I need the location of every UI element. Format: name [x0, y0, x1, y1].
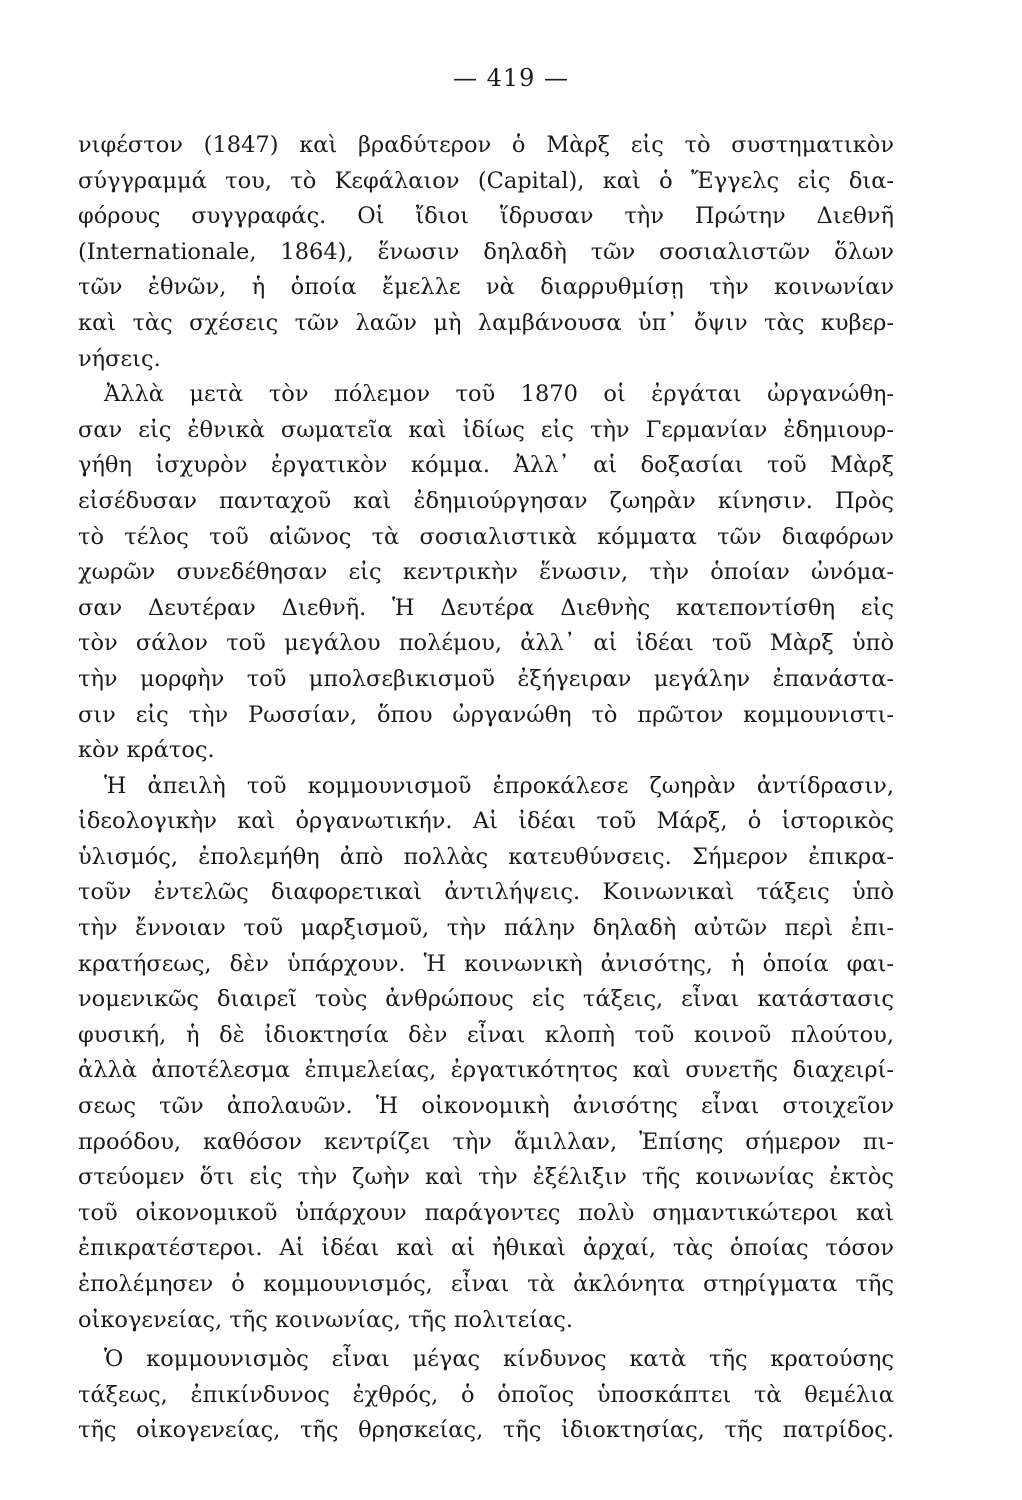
text-line: σεως τῶν ἀπολαυῶν. Ἡ οἰκονομικὴ ἀνισότης εἶναι στοιχεῖον: [78, 1093, 894, 1120]
text-line: καὶ τὰς σχέσεις τῶν λαῶν μὴ λαμβάνουσα ὑπ᾽ ὄψιν τὰς κυβερ-: [78, 309, 894, 336]
text-line: ἐπικρατέστεροι. Αἱ ἰδέαι καὶ αἱ ἠθικαὶ ἀρχαί, τὰς ὁποίας τόσον: [78, 1235, 894, 1262]
text-line: νιφέστον (1847) καὶ βραδύτερον ὁ Μὰρξ εἰς τὸ συστηματικὸν: [78, 132, 894, 158]
text-line: σαν εἰς ἐθνικὰ σωματεῖα καὶ ἰδίως εἰς τὴν Γερμανίαν ἐδημιουρ-: [78, 416, 894, 443]
text-line: τὸν σάλον τοῦ μεγάλου πολέμου, ἀλλ᾽ αἱ ἰδέαι τοῦ Μὰρξ ὑπὸ: [78, 630, 894, 657]
text-line: φυσική, ἡ δὲ ἰδιοκτησία δὲν εἶναι κλοπὴ τοῦ κοινοῦ πλούτου,: [78, 1021, 894, 1048]
text-line: στεύομεν ὅτι εἰς τὴν ζωὴν καὶ τὴν ἐξέλιξιν τῆς κοινωνίας ἐκτὸς: [78, 1164, 894, 1191]
text-line: Ὁ κομμουνισμὸς εἶναι μέγας κίνδυνος κατὰ τῆς κρατούσης: [104, 1346, 894, 1373]
paragraph: [78, 1342, 894, 1449]
text-line: τῆς οἰκογενείας, τῆς θρησκείας, τῆς ἰδιοκτησίας, τῆς πατρίδος.: [78, 1417, 894, 1444]
page-number: — 419 —: [452, 64, 570, 92]
text-line: κὸν κράτος.: [78, 737, 215, 764]
text-line: τάξεως, ἐπικίνδυνος ἐχθρός, ὁ ὁποῖος ὑποσκάπτει τὰ θεμέλια: [78, 1381, 894, 1408]
text-line: ὑλισμός, ἐπολεμήθη ἀπὸ πολλὰς κατευθύνσεις. Σήμερον ἐπικρα-: [78, 843, 894, 870]
text-line: τοῦν ἐντελῶς διαφορετικαὶ ἀντιλήψεις. Κοινωνικαὶ τάξεις ὑπὸ: [78, 879, 894, 906]
text-line: οἰκογενείας, τῆς κοινωνίας, τῆς πολιτείας.: [78, 1306, 574, 1333]
text-line: τοῦ οἰκονομικοῦ ὑπάρχουν παράγοντες πολὺ σημαντικώτεροι καὶ: [78, 1199, 894, 1226]
text-line: νήσεις.: [78, 345, 161, 372]
text-line: εἰσέδυσαν πανταχοῦ καὶ ἐδημιούργησαν ζωηρὰν κίνησιν. Πρὸς: [78, 487, 894, 514]
text-line: ἰδεολογικὴν καὶ ὀργανωτικήν. Αἱ ἰδέαι τοῦ Μάρξ, ὁ ἱστορικὸς: [78, 808, 894, 835]
text-line: τὴν ἔννοιαν τοῦ μαρξισμοῦ, τὴν πάλην δηλαδὴ αὐτῶν περὶ ἐπι-: [78, 915, 894, 942]
text-line: κρατήσεως, δὲν ὑπάρχουν. Ἡ κοινωνικὴ ἀνισότης, ἡ ὁποία φαι-: [78, 950, 894, 977]
text-line: σύγγραμμά του, τὸ Κεφάλαιον (Capital), καὶ ὁ Ἔγγελς εἰς δια-: [78, 167, 894, 194]
paragraph: [78, 128, 894, 377]
paragraph: [78, 377, 894, 769]
text-line: Ἡ ἀπειλὴ τοῦ κομμουνισμοῦ ἐπροκάλεσε ζωηρὰν ἀντίδρασιν,: [104, 772, 894, 799]
text-line: προόδου, καθόσον κεντρίζει τὴν ἅμιλλαν, Ἐπίσης σήμερον πι-: [78, 1128, 894, 1155]
text-line: Ἀλλὰ μετὰ τὸν πόλεμον τοῦ 1870 οἱ ἐργάται ὠργανώθη-: [104, 381, 894, 408]
text-line: νομενικῶς διαιρεῖ τοὺς ἀνθρώπους εἰς τάξεις, εἶναι κατάστασις: [78, 986, 894, 1013]
text-line: τῶν ἐθνῶν, ἡ ὁποία ἔμελλε νὰ διαρρυθμίσῃ τὴν κοινωνίαν: [78, 274, 894, 301]
text-line: ἀλλὰ ἀποτέλεσμα ἐπιμελείας, ἐργατικότητος καὶ συνετῆς διαχειρί-: [78, 1057, 894, 1084]
text-line: χωρῶν συνεδέθησαν εἰς κεντρικὴν ἕνωσιν, τὴν ὁποίαν ὠνόμα-: [78, 559, 894, 586]
text-line: φόρους συγγραφάς. Οἱ ἴδιοι ἵδρυσαν τὴν Πρώτην Διεθνῆ: [78, 203, 894, 230]
text-line: γήθη ἰσχυρὸν ἐργατικὸν κόμμα. Ἀλλ᾽ αἱ δοξασίαι τοῦ Μὰρξ: [78, 452, 894, 479]
text-line: ἐπολέμησεν ὁ κομμουνισμός, εἶναι τὰ ἀκλόνητα στηρίγματα τῆς: [78, 1271, 894, 1297]
body-text: [78, 128, 894, 1449]
text-line: σαν Δευτέραν Διεθνῆ. Ἡ Δευτέρα Διεθνὴς κατεποντίσθη εἰς: [78, 594, 894, 621]
paragraph: [78, 769, 894, 1339]
text-line: (Internationale, 1864), ἕνωσιν δηλαδὴ τῶν σοσιαλιστῶν ὅλων: [78, 238, 894, 265]
text-line: τὴν μορφὴν τοῦ μπολσεβικισμοῦ ἐξήγειραν μεγάλην ἐπανάστα-: [78, 665, 894, 692]
text-line: σιν εἰς τὴν Ρωσσίαν, ὅπου ὠργανώθη τὸ πρῶτον κομμουνιστι-: [78, 701, 894, 728]
text-line: τὸ τέλος τοῦ αἰῶνος τὰ σοσιαλιστικὰ κόμματα τῶν διαφόρων: [78, 523, 894, 550]
